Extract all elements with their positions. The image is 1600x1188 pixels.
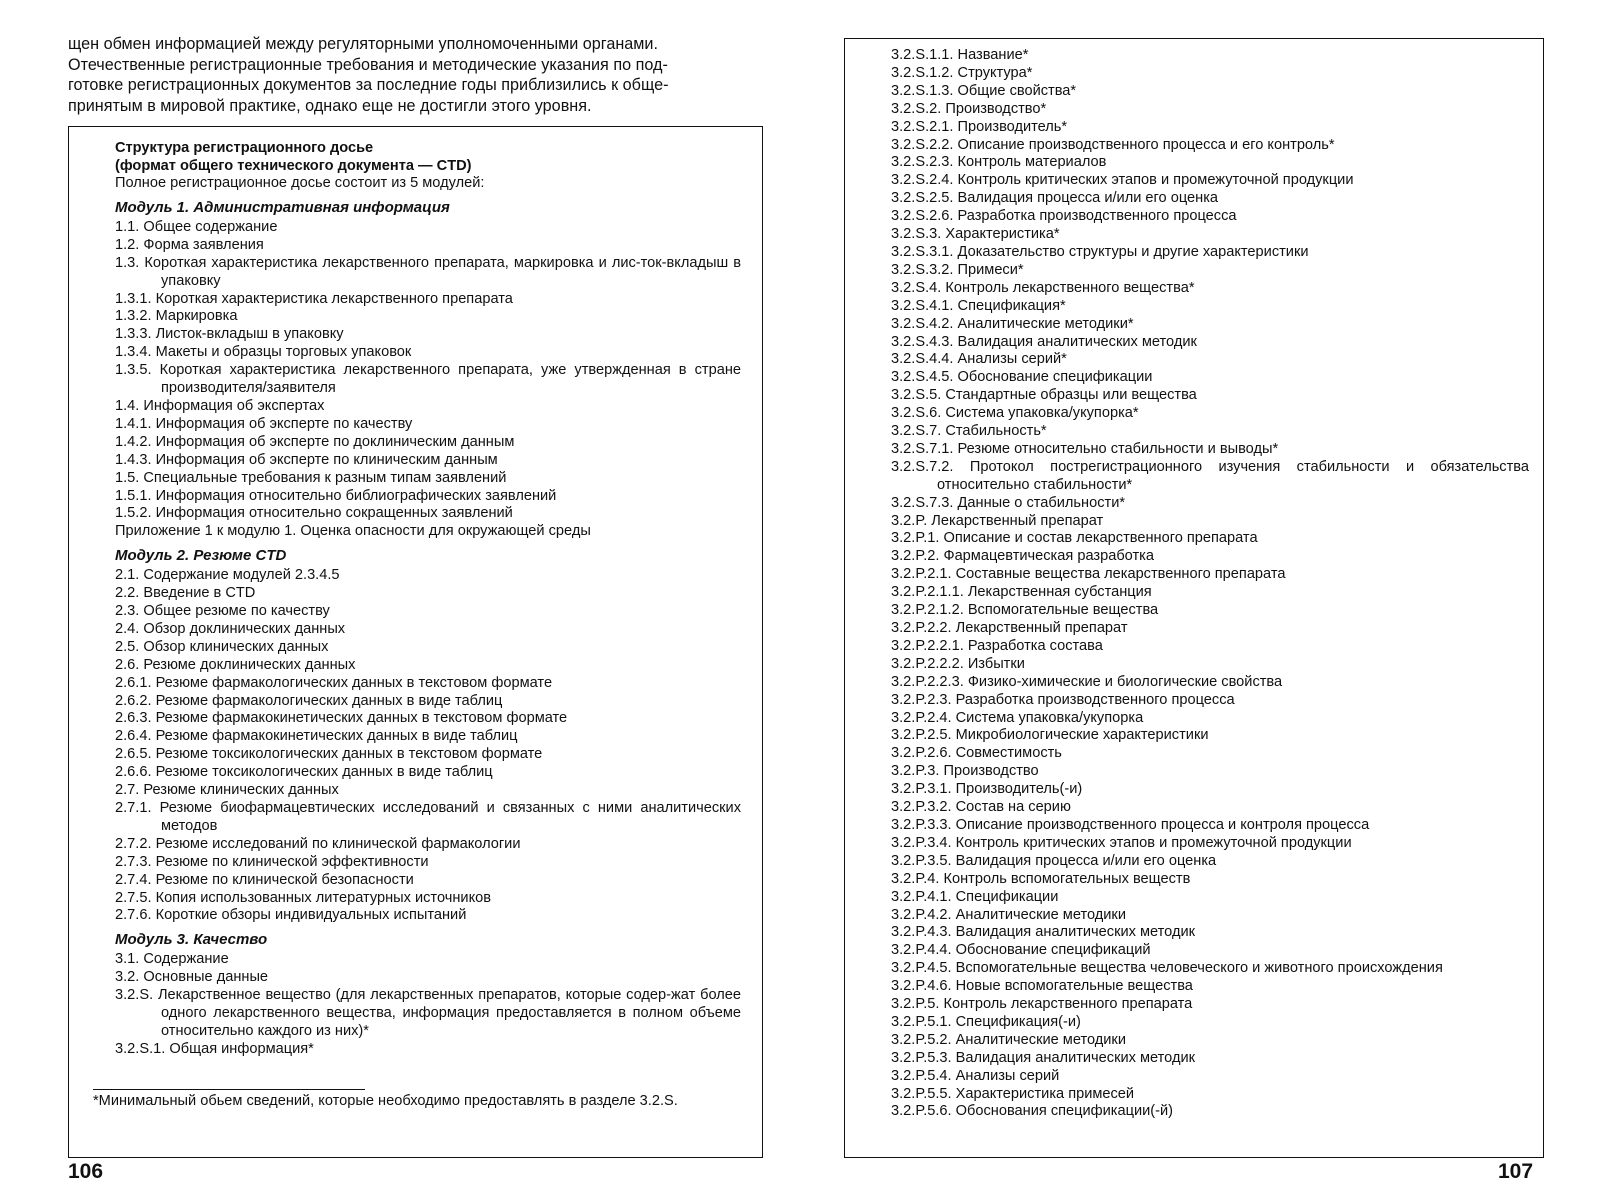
list-item: 3.2.P.4. Контроль вспомогательных веществ: [891, 870, 1191, 887]
list-item: 1.2. Форма заявления: [115, 236, 264, 253]
list-item: 3.2.S.4.1. Спецификация*: [891, 297, 1066, 314]
list-item: 2.6.3. Резюме фармакокинетических данных в текстовом формате: [115, 710, 568, 727]
list-item: 3.2.S.5. Стандартные образцы или вещества: [891, 387, 1197, 404]
module-3-continued-list: [891, 47, 1529, 1121]
right-page: [800, 0, 1600, 1188]
list-item: 3.2.P.2.2.1. Разработка состава: [891, 637, 1103, 654]
list-item: 3.2.P.1. Описание и состав лекарственного препарата: [891, 530, 1258, 547]
list-item: 1.4. Информация об экспертах: [115, 397, 325, 414]
list-item: 3.2.S.4.3. Валидация аналитических методик: [891, 333, 1197, 350]
list-item: 2.7.5. Копия использованных литературных источников: [115, 889, 491, 906]
list-item: 3.2.P.2.1.1. Лекарственная субстанция: [891, 584, 1152, 601]
module-2-heading: Модуль 2. Резюме CTD: [115, 547, 287, 565]
list-item: 3.2.P.3.2. Состав на серию: [891, 799, 1071, 816]
list-item: 2.4. Обзор доклинических данных: [115, 620, 346, 637]
list-item: 3.2.S.2.2. Описание производственного процесса и его контроль*: [891, 136, 1335, 153]
box-subtitle: (формат общего технического документа — CTD): [115, 158, 472, 174]
list-item: 1.5.1. Информация относительно библиографических заявлений: [115, 487, 557, 504]
list-item: 3.2.P.2.5. Микробиологические характеристики: [891, 727, 1209, 744]
list-item: 3.2.P.2.2.3. Физико-химические и биологические свойства: [891, 673, 1283, 690]
list-item: 2.6. Резюме доклинических данных: [115, 656, 356, 673]
module-1-heading: Модуль 1. Административная информация: [115, 198, 450, 216]
list-item: 1.3.3. Листок-вкладыш в упаковку: [115, 326, 344, 343]
list-item: 3.2.P.3.5. Валидация процесса и/или его оценка: [891, 852, 1217, 869]
list-item: 3.2.S.2.1. Производитель*: [891, 118, 1068, 135]
list-item: 3.2.S.4.5. Обоснование спецификации: [891, 369, 1153, 386]
list-item: 2.3. Общее резюме по качеству: [115, 603, 330, 620]
list-item: 3.2.P.3. Производство: [891, 763, 1039, 780]
list-item: 1.1. Общее содержание: [115, 218, 278, 235]
list-item: 2.6.6. Резюме токсикологических данных в виде таблиц: [115, 764, 493, 781]
list-item: 3.2.S.7.2. Протокол пострегистрационного изучения стабильности и обязательства относительно стабильности*: [891, 458, 1529, 493]
page-number: 107: [1498, 1160, 1534, 1183]
list-item: 3.2.P.2.4. Система упаковка/укупорка: [891, 709, 1144, 726]
list-item: 3.2.P.3.3. Описание производственного процесса и контроля процесса: [891, 816, 1370, 833]
list-item: 3.2.P.2.6. Совместимость: [891, 745, 1062, 762]
module-1-list: [115, 219, 741, 541]
list-item: 3.2.S.2.6. Разработка производственного процесса: [891, 208, 1237, 225]
list-item: 3.2.P.5.1. Спецификация(-и): [891, 1013, 1081, 1030]
list-item: 3.2.S.1.2. Структура*: [891, 64, 1033, 81]
dossier-structure-continued-box: [844, 38, 1544, 1158]
list-item: 1.5.2. Информация относительно сокращенных заявлений: [115, 505, 513, 522]
footnote: *Минимальный обьем сведений, которые необходимо предоставлять в разделе 3.2.S.: [93, 1093, 678, 1109]
list-item: 3.2.P.5.5. Характеристика примесей: [891, 1085, 1135, 1102]
list-item: 3.2.S.1.1. Название*: [891, 47, 1029, 63]
list-item: 3.2.S.2.5. Валидация процесса и/или его оценка: [891, 190, 1219, 207]
list-item: 3.2.P.5.2. Аналитические методики: [891, 1031, 1126, 1048]
list-item: 3.2.P.5. Контроль лекарственного препарата: [891, 996, 1193, 1013]
list-item: 2.7.6. Короткие обзоры индивидуальных испытаний: [115, 907, 467, 924]
list-item: 3.2.P.4.6. Новые вспомогательные вещества: [891, 978, 1193, 995]
list-item: 1.3.5. Короткая характеристика лекарственного препарата, уже утвержденная в стране производителя/заявителя: [115, 362, 741, 397]
list-item: 2.7.2. Резюме исследований по клинической фармакологии: [115, 835, 521, 852]
list-item: 1.4.3. Информация об эксперте по клиническим данным: [115, 451, 498, 468]
list-item: 3.2.S.4. Контроль лекарственного вещества*: [891, 279, 1195, 296]
list-item: 1.4.1. Информация об эксперте по качеству: [115, 415, 413, 432]
list-item: 3.2.S.2. Производство*: [891, 100, 1047, 117]
list-item: 3.2.S.1. Общая информация*: [115, 1040, 314, 1057]
list-item: 3.2.S.2.4. Контроль критических этапов и промежуточной продукции: [891, 172, 1354, 189]
list-item: 2.6.4. Резюме фармакокинетических данных в виде таблиц: [115, 728, 518, 745]
list-item: Приложение 1 к модулю 1. Оценка опасности для окружающей среды: [115, 523, 591, 540]
list-item: 2.7.3. Резюме по клинической эффективности: [115, 853, 429, 870]
list-item: 3.2.S.3.2. Примеси*: [891, 261, 1024, 278]
list-item: 2.6.1. Резюме фармакологических данных в текстовом формате: [115, 674, 553, 691]
list-item: 3.1. Содержание: [115, 951, 229, 968]
list-item: 3.2.S.4.4. Анализы серий*: [891, 351, 1067, 368]
list-item: 3.2.P.5.3. Валидация аналитических методик: [891, 1049, 1195, 1066]
intro-line: щен обмен информацией между регуляторными уполномоченными органами.: [68, 35, 658, 53]
list-item: 3.2.S.2.3. Контроль материалов: [891, 154, 1107, 171]
intro-line: готовке регистрационных документов за последние годы приблизились к обще-: [68, 76, 669, 94]
list-item: 3.2.S.6. Система упаковка/укупорка*: [891, 405, 1139, 422]
list-item: 1.4.2. Информация об эксперте по доклиническим данным: [115, 433, 515, 450]
list-item: 3.2.P.2. Фармацевтическая разработка: [891, 548, 1154, 565]
list-item: 3.2.P.4.1. Спецификации: [891, 888, 1059, 905]
list-item: 3.2.S.3.1. Доказательство структуры и другие характеристики: [891, 243, 1309, 260]
list-item: 3.2.P.5.4. Анализы серий: [891, 1067, 1060, 1084]
list-item: 3.2.P.2.2. Лекарственный препарат: [891, 620, 1128, 636]
list-item: 1.3. Короткая характеристика лекарственного препарата, маркировка и лис-ток-вкладыш в упаковку: [115, 254, 741, 289]
dossier-structure-box: [68, 126, 763, 1158]
list-item: 2.7.1. Резюме биофармацевтических исследований и связанных с ними аналитических методов: [115, 800, 741, 834]
list-item: 2.6.5. Резюме токсикологических данных в текстовом формате: [115, 746, 543, 763]
list-item: 3.2.P.2.2.2. Избытки: [891, 655, 1025, 672]
list-item: 2.2. Введение в CTD: [115, 585, 256, 602]
list-item: 2.1. Содержание модулей 2.3.4.5: [115, 567, 340, 584]
intro-line: принятым в мировой практике, однако еще не достигли этого уровня.: [68, 96, 592, 115]
footnote-divider: [93, 1089, 365, 1090]
list-item: 3.2.P.5.6. Обоснования спецификации(-й): [891, 1103, 1174, 1120]
intro-line: Отечественные регистрационные требования и методические указания по под-: [68, 55, 668, 74]
list-item: 1.3.2. Маркировка: [115, 308, 238, 325]
list-item: 3.2.P.4.4. Обоснование спецификаций: [891, 942, 1151, 959]
module-2-list: [115, 567, 741, 925]
list-item: 2.5. Обзор клинических данных: [115, 638, 329, 655]
list-item: 3.2.S.7.1. Резюме относительно стабильности и выводы*: [891, 440, 1279, 457]
list-item: 3.2.P. Лекарственный препарат: [891, 512, 1104, 529]
list-item: 1.5. Специальные требования к разным типам заявлений: [115, 469, 507, 486]
list-item: 1.3.4. Макеты и образцы торговых упаковок: [115, 344, 412, 361]
box-lead: Полное регистрационное досье состоит из 5 модулей:: [115, 175, 485, 191]
list-item: 3.2.P.3.4. Контроль критических этапов и промежуточной продукции: [891, 834, 1352, 851]
list-item: 3.2.S.1.3. Общие свойства*: [891, 82, 1077, 99]
list-item: 3.2. Основные данные: [115, 969, 269, 986]
page-number: 106: [68, 1160, 104, 1183]
list-item: 3.2.S. Лекарственное вещество (для лекарственных препаратов, которые содер-жат более одного лекарственного вещества, информация предоставляется в полном объеме относительно каждого из них)*: [115, 987, 741, 1039]
list-item: 3.2.P.4.3. Валидация аналитических методик: [891, 924, 1195, 941]
list-item: 3.2.P.4.5. Вспомогательные вещества человеческого и животного происхождения: [891, 960, 1443, 977]
list-item: 2.7. Резюме клинических данных: [115, 782, 339, 799]
list-item: 3.2.P.3.1. Производитель(-и): [891, 781, 1083, 798]
box-title: Структура регистрационного досье: [115, 140, 374, 156]
list-item: 3.2.S.3. Характеристика*: [891, 226, 1060, 243]
module-3-list: [115, 951, 741, 1058]
intro-paragraph: [68, 34, 760, 116]
list-item: 3.2.P.2.1.2. Вспомогательные вещества: [891, 602, 1159, 619]
list-item: 2.6.2. Резюме фармакологических данных в виде таблиц: [115, 692, 503, 709]
list-item: 3.2.P.2.3. Разработка производственного процесса: [891, 691, 1235, 708]
list-item: 3.2.P.2.1. Составные вещества лекарственного препарата: [891, 566, 1286, 583]
list-item: 1.3.1. Короткая характеристика лекарственного препарата: [115, 290, 513, 307]
list-item: 3.2.S.7.3. Данные о стабильности*: [891, 494, 1126, 511]
module-3-heading: Модуль 3. Качество: [115, 931, 268, 949]
list-item: 3.2.S.7. Стабильность*: [891, 423, 1047, 440]
list-item: 2.7.4. Резюме по клинической безопасности: [115, 871, 414, 888]
list-item: 3.2.S.4.2. Аналитические методики*: [891, 315, 1134, 332]
list-item: 3.2.P.4.2. Аналитические методики: [891, 906, 1126, 923]
